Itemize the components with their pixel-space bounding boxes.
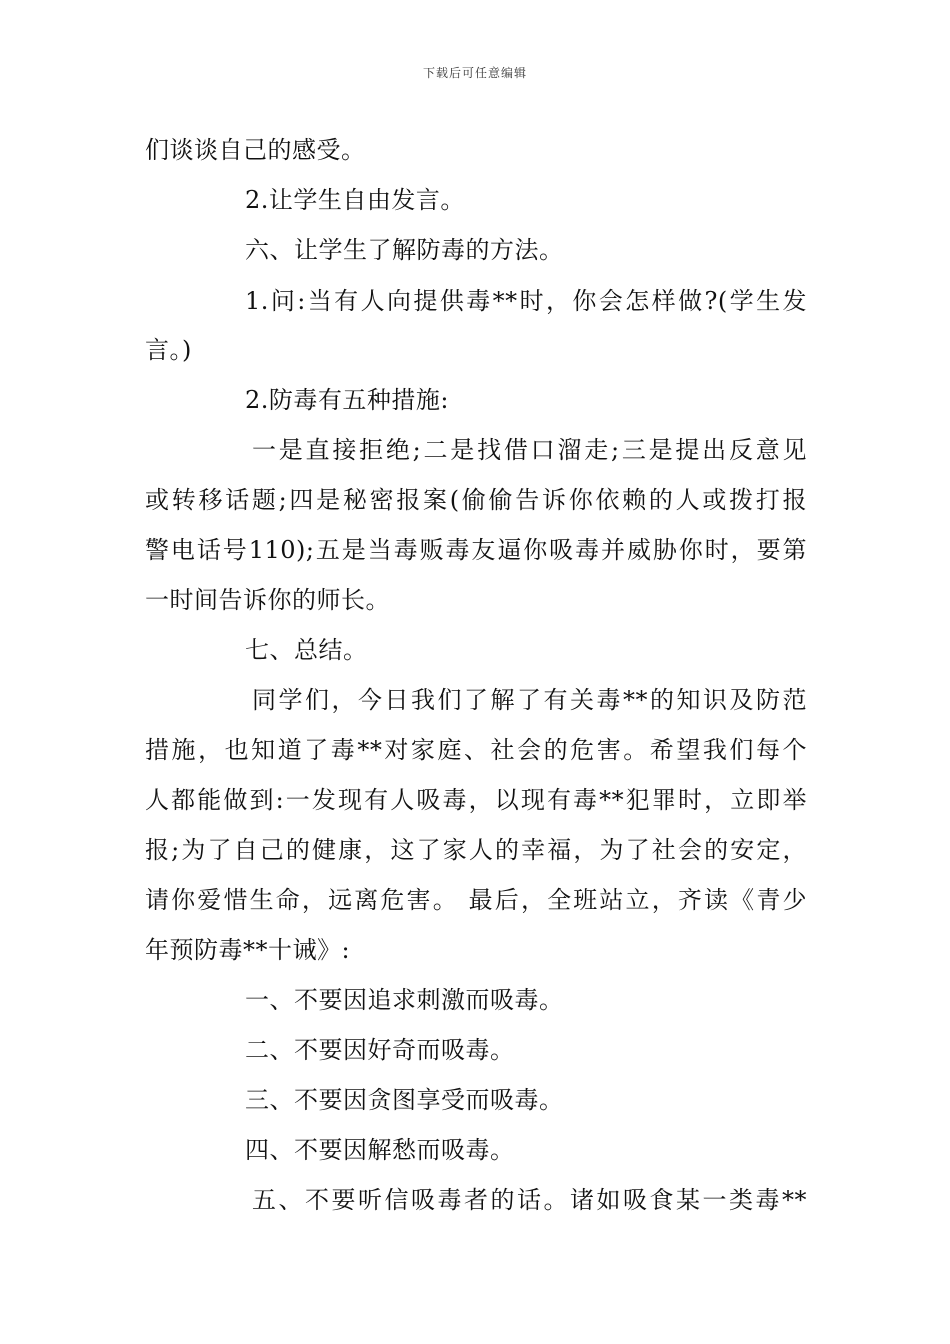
text-line: 年预防毒**十诫》:	[145, 936, 351, 964]
text-line: 四、不要因解愁而吸毒。	[245, 1136, 515, 1164]
text-line: 一时间告诉你的师长。	[145, 586, 390, 614]
text-line: 1.问:当有人向提供毒**时，你会怎样做?(学生发	[245, 287, 807, 315]
text-line: 2.防毒有五种措施:	[245, 386, 449, 414]
text-line: 二、不要因好奇而吸毒。	[245, 1036, 515, 1064]
text-line: 一、不要因追求刺激而吸毒。	[245, 986, 564, 1014]
text-line: 警电话号110);五是当毒贩毒友逼你吸毒并威胁你时，要第	[145, 536, 807, 564]
page-header: 下载后可任意编辑	[422, 66, 527, 80]
text-line: 报;为了自己的健康，这了家人的幸福，为了社会的安定，	[145, 836, 807, 864]
text-line: 言。)	[145, 336, 192, 364]
text-line: 们谈谈自己的感受。	[145, 136, 366, 164]
text-line: 同学们，今日我们了解了有关毒**的知识及防范	[252, 686, 807, 714]
text-line: 七、总结。	[245, 636, 368, 664]
text-line: 措施，也知道了毒**对家庭、社会的危害。希望我们每个	[145, 736, 807, 764]
text-line: 或转移话题;四是秘密报案(偷偷告诉你依赖的人或拨打报	[145, 486, 807, 514]
text-line: 一是直接拒绝;二是找借口溜走;三是提出反意见	[252, 436, 807, 464]
text-line: 2.让学生自由发言。	[245, 186, 465, 214]
text-line: 请你爱惜生命，远离危害。 最后，全班站立，齐读《青少	[145, 886, 807, 914]
text-line: 六、让学生了解防毒的方法。	[245, 236, 564, 264]
text-line: 五、不要听信吸毒者的话。诸如吸食某一类毒**	[252, 1186, 807, 1214]
text-line: 人都能做到:一发现有人吸毒，以现有毒**犯罪时，立即举	[145, 786, 807, 814]
text-line: 三、不要因贪图享受而吸毒。	[245, 1086, 564, 1114]
